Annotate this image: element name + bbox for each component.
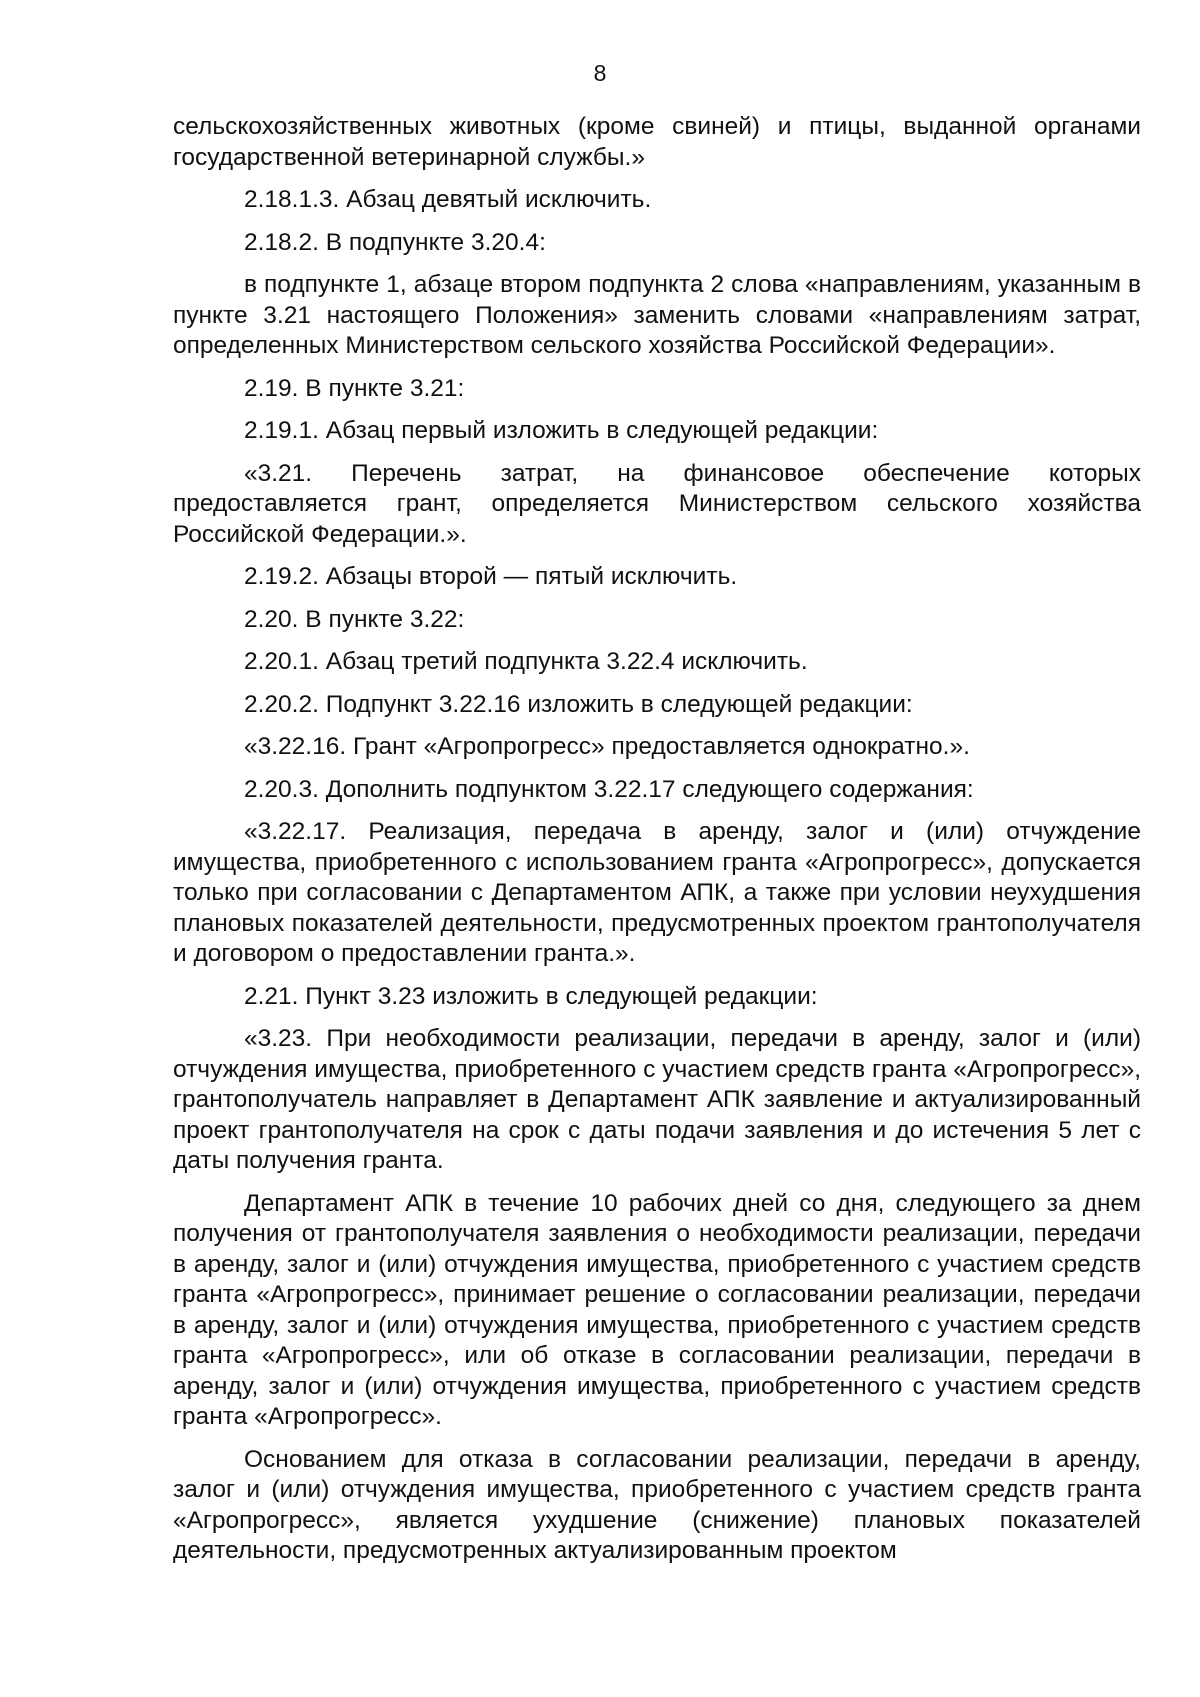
- page-number: 8: [593, 60, 607, 86]
- paragraph-8: 2.19.2. Абзацы второй — пятый исключить.: [244, 563, 738, 590]
- paragraph-18: Основанием для отказа в согласовании реализации, передачи в аренду, залог и (или) отчуждения имущества, приобретенного с участием средств гранта «Агропрогресс», является ухудшение (снижение) плановых показателей деятельности, предусмотренных актуализированным проектом: [173, 1445, 1141, 1564]
- paragraph-17: Департамент АПК в течение 10 рабочих дней со дня, следующего за днем получения от грантополучателя заявления о необходимости реализации, передачи в аренду, залог и (или) отчуждения имущества, приобретенного с участием средств гранта «Агропрогресс», принимает решение о согласовании реализации, передачи в аренду, залог и (или) отчуждения имущества, приобретенного с участием средств гранта «Агропрогресс», или об отказе в согласовании реализации, передачи в аренду, залог и (или) отчуждения имущества, приобретенного с участием средств гранта «Агропрогресс».: [173, 1189, 1141, 1430]
- paragraph-3: 2.18.2. В подпункте 3.20.4:: [244, 228, 546, 256]
- paragraph-9: 2.20. В пункте 3.22:: [244, 605, 465, 633]
- paragraph-13: 2.20.3. Дополнить подпунктом 3.22.17 следующего содержания:: [244, 775, 974, 803]
- paragraph-2: 2.18.1.3. Абзац девятый исключить.: [244, 186, 652, 213]
- document-body: [173, 112, 1141, 1579]
- paragraph-6: 2.19.1. Абзац первый изложить в следующей редакции:: [244, 417, 879, 444]
- paragraph-12: «3.22.16. Грант «Агропрогресс» предоставляется однократно.».: [244, 733, 970, 760]
- paragraph-14: «3.22.17. Реализация, передача в аренду, залог и (или) отчуждение имущества, приобретенного с использованием гранта «Агропрогресс», допускается только при согласовании с Департаментом АПК, а также при условии неухудшения плановых показателей деятельности, предусмотренных проектом грантополучателя и договором о предоставлении гранта.».: [173, 818, 1141, 967]
- paragraph-16: «3.23. При необходимости реализации, передачи в аренду, залог и (или) отчуждения имущества, приобретенного с участием средств гранта «Агропрогресс», грантополучатель направляет в Департамент АПК заявление и актуализированный проект грантополучателя на срок с даты подачи заявления и до истечения 5 лет с даты получения гранта.: [173, 1025, 1141, 1174]
- paragraph-1: сельскохозяйственных животных (кроме свиней) и птицы, выданной органами государственной ветеринарной службы.»: [173, 113, 1141, 171]
- paragraph-10: 2.20.1. Абзац третий подпункта 3.22.4 исключить.: [244, 648, 808, 675]
- paragraph-11: 2.20.2. Подпункт 3.22.16 изложить в следующей редакции:: [244, 690, 913, 718]
- paragraph-15: 2.21. Пункт 3.23 изложить в следующей редакции:: [244, 982, 818, 1010]
- paragraph-4: в подпункте 1, абзаце втором подпункта 2 слова «направлениям, указанным в пункте 3.21 настоящего Положения» заменить словами «направлениям затрат, определенных Министерством сельского хозяйства Российской Федерации».: [173, 271, 1141, 359]
- paragraph-5: 2.19. В пункте 3.21:: [244, 374, 465, 402]
- paragraph-7: «3.21. Перечень затрат, на финансовое обеспечение которых предоставляется грант, определяется Министерством сельского хозяйства Российской Федерации.».: [173, 459, 1141, 548]
